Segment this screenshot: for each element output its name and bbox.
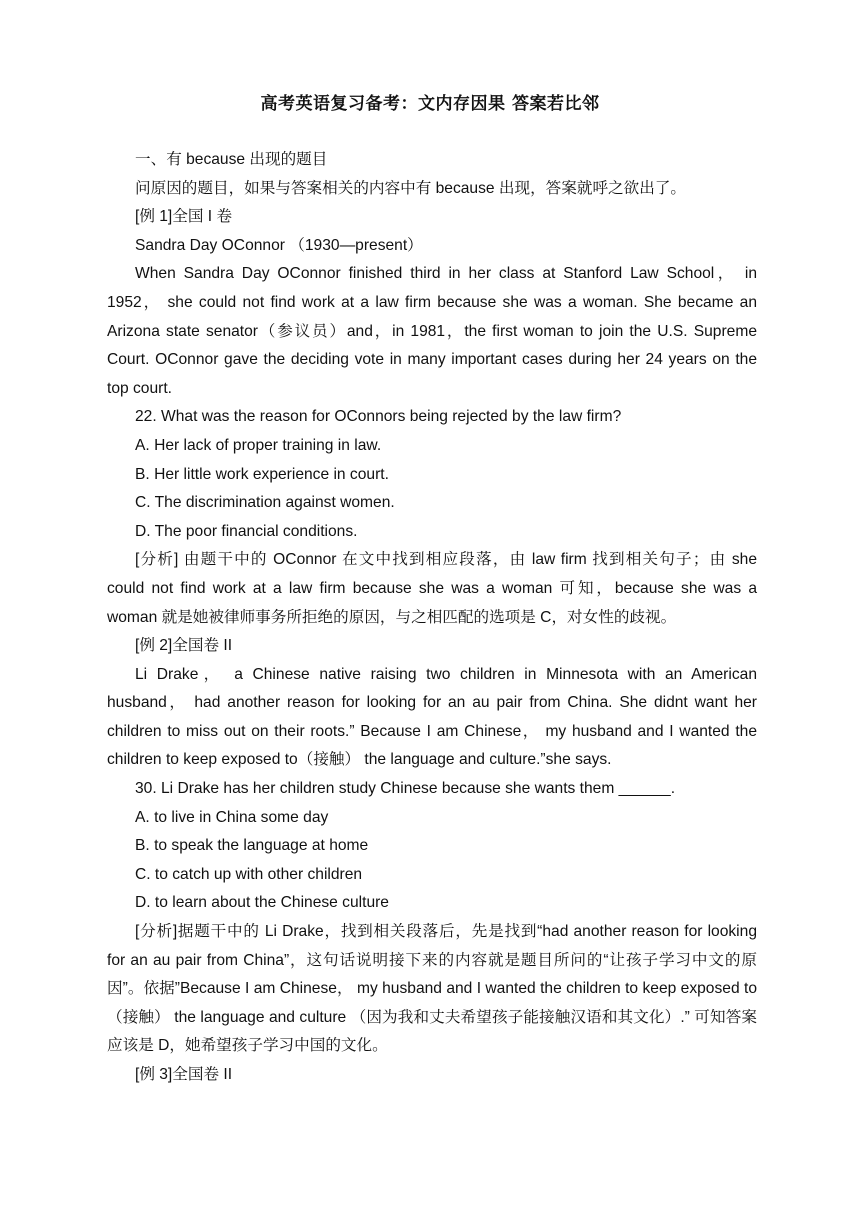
analysis-paragraph: [分析]据题干中的 Li Drake，找到相关段落后，先是找到“had another reason for looking for an au pair from China”，这句话说明接下来的内容就是题目所问的“让孩子学习中文的原因”。依据”Because I am Chinese， my husband and I wanted the children to keep exposed to（接触） the language and culture （因为我和丈夫希望孩子能接触汉语和其文化）.” 可知答案应该是 D，她希望孩子学习中国的文化。 bbox=[107, 923, 757, 1055]
section-heading: 一、有 because 出现的题目 bbox=[135, 151, 328, 168]
question: 30. Li Drake has her children study Chinese because she wants them ______. bbox=[135, 780, 676, 798]
option: C. The discrimination against women. bbox=[135, 494, 395, 512]
analysis-paragraph: [分析] 由题干中的 OConnor 在文中找到相应段落，由 law firm 找到相关句子；由 she could not find work at a law firm because she was a woman 可知，because she was a woman 就是她被律师事务所拒绝的原因，与之相匹配的选项是 C，对女性的歧视。 bbox=[107, 551, 757, 626]
passage-paragraph: Li Drake， a Chinese native raising two children in Minnesota with an American husband， had another reason for looking for an au pair from China. She didnt want her children to miss out on their roots.” Because I am Chinese， my husband and I wanted the children to keep exposed to（接触） the language and culture.”she says. bbox=[107, 665, 757, 769]
section-intro: 问原因的题目，如果与答案相关的内容中有 because 出现，答案就呼之欲出了。 bbox=[135, 179, 687, 197]
option: D. to learn about the Chinese culture bbox=[135, 894, 389, 912]
example-label: [例 3]全国卷 II bbox=[135, 1066, 233, 1083]
option: B. to speak the language at home bbox=[135, 837, 369, 855]
option: B. Her little work experience in court. bbox=[135, 465, 389, 483]
document-body bbox=[107, 146, 757, 1090]
question: 22. What was the reason for OConnors being rejected by the law firm? bbox=[135, 408, 622, 426]
option: A. Her lack of proper training in law. bbox=[135, 436, 382, 454]
passage-heading: Sandra Day OConnor （1930—present） bbox=[135, 236, 423, 254]
option: D. The poor financial conditions. bbox=[135, 522, 358, 540]
example-label: [例 1]全国 I 卷 bbox=[135, 208, 233, 226]
option: A. to live in China some day bbox=[135, 808, 329, 826]
passage-paragraph: When Sandra Day OConnor finished third in her class at Stanford Law School， in 1952， she could not find work at a law firm because she was a woman. She became an Arizona state senator（参议员）and，in 1981，the first woman to join the U.S. Supreme Court. OConnor gave the deciding vote in many important cases during her 24 years on the top court. bbox=[107, 265, 757, 397]
page-title: 高考英语复习备考：文内存因果 答案若比邻 bbox=[260, 94, 600, 114]
example-label: [例 2]全国卷 II bbox=[135, 637, 233, 655]
option: C. to catch up with other children bbox=[135, 865, 363, 883]
